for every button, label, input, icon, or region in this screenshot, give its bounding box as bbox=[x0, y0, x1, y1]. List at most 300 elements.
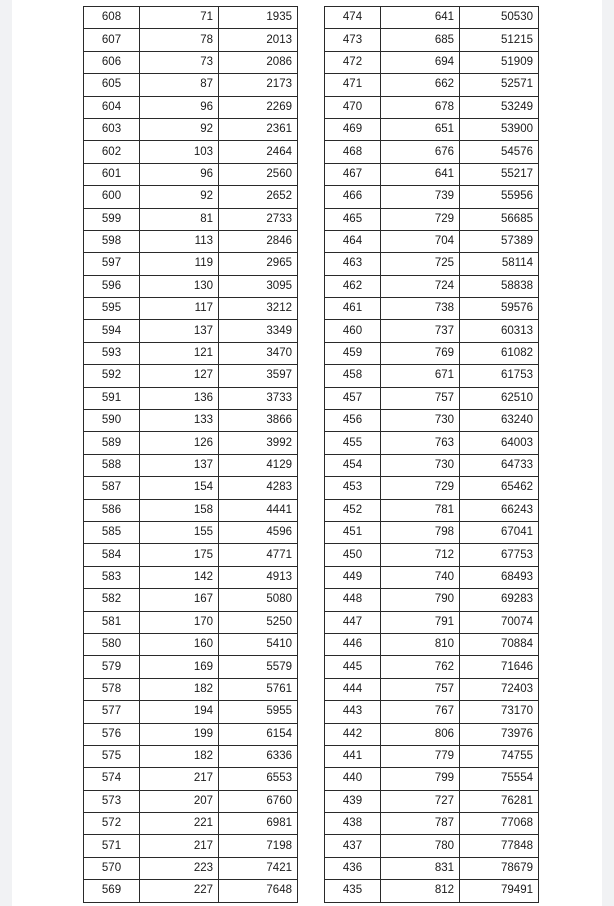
count-cell: 757 bbox=[381, 387, 460, 409]
score-cell: 597 bbox=[84, 253, 140, 275]
count-cell: 182 bbox=[140, 745, 219, 767]
count-cell: 806 bbox=[381, 723, 460, 745]
count-cell: 130 bbox=[140, 275, 219, 297]
count-cell: 739 bbox=[381, 186, 460, 208]
table-row bbox=[84, 96, 298, 118]
cumulative-cell: 62510 bbox=[460, 387, 539, 409]
count-cell: 137 bbox=[140, 320, 219, 342]
count-cell: 641 bbox=[381, 7, 460, 29]
count-cell: 194 bbox=[140, 701, 219, 723]
score-cell: 468 bbox=[325, 141, 381, 163]
score-cell: 449 bbox=[325, 566, 381, 588]
count-cell: 678 bbox=[381, 96, 460, 118]
table-row bbox=[84, 611, 298, 633]
cumulative-cell: 5579 bbox=[219, 656, 298, 678]
table-row bbox=[84, 298, 298, 320]
cumulative-cell: 3349 bbox=[219, 320, 298, 342]
count-cell: 155 bbox=[140, 521, 219, 543]
count-cell: 812 bbox=[381, 880, 460, 902]
count-cell: 160 bbox=[140, 633, 219, 655]
table-row bbox=[325, 410, 539, 432]
score-cell: 587 bbox=[84, 477, 140, 499]
cumulative-cell: 52571 bbox=[460, 74, 539, 96]
score-cell: 439 bbox=[325, 790, 381, 812]
score-cell: 600 bbox=[84, 186, 140, 208]
table-row bbox=[84, 790, 298, 812]
score-cell: 438 bbox=[325, 813, 381, 835]
table-row bbox=[84, 566, 298, 588]
table-row bbox=[84, 410, 298, 432]
score-cell: 451 bbox=[325, 521, 381, 543]
score-cell: 598 bbox=[84, 230, 140, 252]
count-cell: 136 bbox=[140, 387, 219, 409]
table-row bbox=[84, 275, 298, 297]
count-cell: 223 bbox=[140, 857, 219, 879]
table-row bbox=[325, 208, 539, 230]
table-row bbox=[325, 589, 539, 611]
count-cell: 170 bbox=[140, 611, 219, 633]
cumulative-cell: 5080 bbox=[219, 589, 298, 611]
score-cell: 582 bbox=[84, 589, 140, 611]
score-cell: 590 bbox=[84, 410, 140, 432]
score-cell: 580 bbox=[84, 633, 140, 655]
document-page bbox=[12, 0, 602, 906]
score-cell: 463 bbox=[325, 253, 381, 275]
count-cell: 651 bbox=[381, 118, 460, 140]
score-cell: 581 bbox=[84, 611, 140, 633]
table-row bbox=[325, 701, 539, 723]
cumulative-cell: 65462 bbox=[460, 477, 539, 499]
score-cell: 435 bbox=[325, 880, 381, 902]
cumulative-cell: 50530 bbox=[460, 7, 539, 29]
cumulative-cell: 73976 bbox=[460, 723, 539, 745]
table-row bbox=[84, 29, 298, 51]
score-cell: 464 bbox=[325, 230, 381, 252]
count-cell: 763 bbox=[381, 432, 460, 454]
score-cell: 473 bbox=[325, 29, 381, 51]
score-cell: 586 bbox=[84, 499, 140, 521]
score-cell: 593 bbox=[84, 342, 140, 364]
table-row bbox=[84, 678, 298, 700]
cumulative-cell: 71646 bbox=[460, 656, 539, 678]
score-cell: 458 bbox=[325, 365, 381, 387]
table-row bbox=[325, 521, 539, 543]
score-cell: 575 bbox=[84, 745, 140, 767]
count-cell: 685 bbox=[381, 29, 460, 51]
count-cell: 781 bbox=[381, 499, 460, 521]
table-row bbox=[325, 7, 539, 29]
cumulative-cell: 64003 bbox=[460, 432, 539, 454]
cumulative-cell: 3733 bbox=[219, 387, 298, 409]
score-cell: 437 bbox=[325, 835, 381, 857]
count-cell: 87 bbox=[140, 74, 219, 96]
table-row bbox=[325, 880, 539, 902]
table-row bbox=[84, 499, 298, 521]
cumulative-cell: 59576 bbox=[460, 298, 539, 320]
table-row bbox=[325, 342, 539, 364]
cumulative-cell: 6154 bbox=[219, 723, 298, 745]
count-cell: 810 bbox=[381, 633, 460, 655]
count-cell: 133 bbox=[140, 410, 219, 432]
count-cell: 704 bbox=[381, 230, 460, 252]
table-row bbox=[84, 7, 298, 29]
cumulative-cell: 4771 bbox=[219, 544, 298, 566]
score-cell: 448 bbox=[325, 589, 381, 611]
score-cell: 455 bbox=[325, 432, 381, 454]
count-cell: 78 bbox=[140, 29, 219, 51]
score-cell: 472 bbox=[325, 51, 381, 73]
cumulative-cell: 68493 bbox=[460, 566, 539, 588]
cumulative-cell: 67041 bbox=[460, 521, 539, 543]
count-cell: 767 bbox=[381, 701, 460, 723]
cumulative-cell: 67753 bbox=[460, 544, 539, 566]
count-cell: 221 bbox=[140, 813, 219, 835]
count-cell: 217 bbox=[140, 768, 219, 790]
cumulative-cell: 2733 bbox=[219, 208, 298, 230]
table-row bbox=[325, 432, 539, 454]
cumulative-cell: 58838 bbox=[460, 275, 539, 297]
cumulative-cell: 51215 bbox=[460, 29, 539, 51]
table-row bbox=[84, 477, 298, 499]
count-cell: 92 bbox=[140, 118, 219, 140]
count-cell: 740 bbox=[381, 566, 460, 588]
count-cell: 671 bbox=[381, 365, 460, 387]
cumulative-cell: 66243 bbox=[460, 499, 539, 521]
cumulative-cell: 73170 bbox=[460, 701, 539, 723]
score-cell: 450 bbox=[325, 544, 381, 566]
cumulative-cell: 75554 bbox=[460, 768, 539, 790]
table-row bbox=[84, 768, 298, 790]
count-cell: 169 bbox=[140, 656, 219, 678]
cumulative-cell: 3866 bbox=[219, 410, 298, 432]
table-row bbox=[84, 320, 298, 342]
table-row bbox=[84, 118, 298, 140]
count-cell: 694 bbox=[381, 51, 460, 73]
table-row bbox=[325, 51, 539, 73]
cumulative-cell: 7198 bbox=[219, 835, 298, 857]
score-cell: 444 bbox=[325, 678, 381, 700]
score-cell: 459 bbox=[325, 342, 381, 364]
cumulative-cell: 57389 bbox=[460, 230, 539, 252]
count-cell: 73 bbox=[140, 51, 219, 73]
table-row bbox=[325, 118, 539, 140]
table-row bbox=[325, 74, 539, 96]
cumulative-cell: 2965 bbox=[219, 253, 298, 275]
cumulative-cell: 6981 bbox=[219, 813, 298, 835]
count-cell: 725 bbox=[381, 253, 460, 275]
cumulative-cell: 4913 bbox=[219, 566, 298, 588]
score-table-right bbox=[324, 6, 539, 903]
cumulative-cell: 2173 bbox=[219, 74, 298, 96]
score-cell: 465 bbox=[325, 208, 381, 230]
table-row bbox=[84, 51, 298, 73]
count-cell: 81 bbox=[140, 208, 219, 230]
table-row bbox=[84, 544, 298, 566]
count-cell: 787 bbox=[381, 813, 460, 835]
table-row bbox=[325, 678, 539, 700]
count-cell: 92 bbox=[140, 186, 219, 208]
score-cell: 579 bbox=[84, 656, 140, 678]
table-row bbox=[84, 656, 298, 678]
count-cell: 175 bbox=[140, 544, 219, 566]
count-cell: 727 bbox=[381, 790, 460, 812]
score-cell: 445 bbox=[325, 656, 381, 678]
cumulative-cell: 4129 bbox=[219, 454, 298, 476]
count-cell: 103 bbox=[140, 141, 219, 163]
table-row bbox=[84, 521, 298, 543]
cumulative-cell: 2464 bbox=[219, 141, 298, 163]
cumulative-cell: 5955 bbox=[219, 701, 298, 723]
table-row bbox=[325, 186, 539, 208]
count-cell: 167 bbox=[140, 589, 219, 611]
score-cell: 574 bbox=[84, 768, 140, 790]
score-cell: 471 bbox=[325, 74, 381, 96]
table-row bbox=[84, 857, 298, 879]
score-cell: 576 bbox=[84, 723, 140, 745]
cumulative-cell: 63240 bbox=[460, 410, 539, 432]
cumulative-cell: 5410 bbox=[219, 633, 298, 655]
score-cell: 605 bbox=[84, 74, 140, 96]
cumulative-cell: 77068 bbox=[460, 813, 539, 835]
score-cell: 602 bbox=[84, 141, 140, 163]
count-cell: 227 bbox=[140, 880, 219, 902]
table-row bbox=[84, 835, 298, 857]
score-cell: 584 bbox=[84, 544, 140, 566]
table-row bbox=[84, 633, 298, 655]
count-cell: 199 bbox=[140, 723, 219, 745]
count-cell: 779 bbox=[381, 745, 460, 767]
cumulative-cell: 3597 bbox=[219, 365, 298, 387]
score-cell: 440 bbox=[325, 768, 381, 790]
table-row bbox=[325, 566, 539, 588]
table-row bbox=[325, 813, 539, 835]
score-cell: 595 bbox=[84, 298, 140, 320]
cumulative-cell: 2560 bbox=[219, 163, 298, 185]
score-cell: 608 bbox=[84, 7, 140, 29]
cumulative-cell: 7648 bbox=[219, 880, 298, 902]
cumulative-cell: 72403 bbox=[460, 678, 539, 700]
count-cell: 71 bbox=[140, 7, 219, 29]
score-cell: 436 bbox=[325, 857, 381, 879]
score-cell: 447 bbox=[325, 611, 381, 633]
score-cell: 442 bbox=[325, 723, 381, 745]
score-cell: 578 bbox=[84, 678, 140, 700]
cumulative-cell: 2846 bbox=[219, 230, 298, 252]
count-cell: 182 bbox=[140, 678, 219, 700]
cumulative-cell: 53900 bbox=[460, 118, 539, 140]
count-cell: 217 bbox=[140, 835, 219, 857]
count-cell: 798 bbox=[381, 521, 460, 543]
cumulative-cell: 7421 bbox=[219, 857, 298, 879]
score-cell: 592 bbox=[84, 365, 140, 387]
count-cell: 790 bbox=[381, 589, 460, 611]
count-cell: 737 bbox=[381, 320, 460, 342]
count-cell: 757 bbox=[381, 678, 460, 700]
score-cell: 589 bbox=[84, 432, 140, 454]
count-cell: 113 bbox=[140, 230, 219, 252]
cumulative-cell: 5250 bbox=[219, 611, 298, 633]
count-cell: 799 bbox=[381, 768, 460, 790]
table-row bbox=[84, 208, 298, 230]
cumulative-cell: 4283 bbox=[219, 477, 298, 499]
cumulative-cell: 70884 bbox=[460, 633, 539, 655]
table-row bbox=[84, 186, 298, 208]
table-row bbox=[325, 298, 539, 320]
score-cell: 603 bbox=[84, 118, 140, 140]
cumulative-cell: 70074 bbox=[460, 611, 539, 633]
score-cell: 573 bbox=[84, 790, 140, 812]
score-cell: 599 bbox=[84, 208, 140, 230]
table-row bbox=[84, 230, 298, 252]
cumulative-cell: 60313 bbox=[460, 320, 539, 342]
table-row bbox=[325, 454, 539, 476]
table-row bbox=[84, 253, 298, 275]
count-cell: 769 bbox=[381, 342, 460, 364]
table-row bbox=[84, 589, 298, 611]
cumulative-cell: 3992 bbox=[219, 432, 298, 454]
cumulative-cell: 61753 bbox=[460, 365, 539, 387]
count-cell: 641 bbox=[381, 163, 460, 185]
table-row bbox=[84, 432, 298, 454]
cumulative-cell: 77848 bbox=[460, 835, 539, 857]
cumulative-cell: 6760 bbox=[219, 790, 298, 812]
cumulative-cell: 53249 bbox=[460, 96, 539, 118]
table-row bbox=[84, 141, 298, 163]
score-cell: 572 bbox=[84, 813, 140, 835]
cumulative-cell: 54576 bbox=[460, 141, 539, 163]
cumulative-cell: 5761 bbox=[219, 678, 298, 700]
table-row bbox=[325, 253, 539, 275]
table-row bbox=[84, 454, 298, 476]
count-cell: 119 bbox=[140, 253, 219, 275]
count-cell: 121 bbox=[140, 342, 219, 364]
count-cell: 127 bbox=[140, 365, 219, 387]
table-row bbox=[325, 365, 539, 387]
cumulative-cell: 79491 bbox=[460, 880, 539, 902]
table-row bbox=[84, 163, 298, 185]
table-row bbox=[325, 320, 539, 342]
table-row bbox=[325, 723, 539, 745]
count-cell: 96 bbox=[140, 163, 219, 185]
cumulative-cell: 55217 bbox=[460, 163, 539, 185]
score-cell: 596 bbox=[84, 275, 140, 297]
table-row bbox=[84, 723, 298, 745]
count-cell: 126 bbox=[140, 432, 219, 454]
table-row bbox=[325, 163, 539, 185]
score-cell: 474 bbox=[325, 7, 381, 29]
score-cell: 591 bbox=[84, 387, 140, 409]
count-cell: 117 bbox=[140, 298, 219, 320]
cumulative-cell: 55956 bbox=[460, 186, 539, 208]
score-cell: 570 bbox=[84, 857, 140, 879]
count-cell: 791 bbox=[381, 611, 460, 633]
score-table-left bbox=[83, 6, 298, 903]
cumulative-cell: 51909 bbox=[460, 51, 539, 73]
count-cell: 96 bbox=[140, 96, 219, 118]
score-table-right-body bbox=[325, 7, 539, 903]
count-cell: 730 bbox=[381, 454, 460, 476]
table-row bbox=[325, 477, 539, 499]
table-row bbox=[84, 701, 298, 723]
score-cell: 466 bbox=[325, 186, 381, 208]
count-cell: 738 bbox=[381, 298, 460, 320]
score-cell: 571 bbox=[84, 835, 140, 857]
cumulative-cell: 2269 bbox=[219, 96, 298, 118]
cumulative-cell: 4596 bbox=[219, 521, 298, 543]
count-cell: 780 bbox=[381, 835, 460, 857]
score-cell: 606 bbox=[84, 51, 140, 73]
count-cell: 207 bbox=[140, 790, 219, 812]
cumulative-cell: 78679 bbox=[460, 857, 539, 879]
score-cell: 585 bbox=[84, 521, 140, 543]
score-cell: 452 bbox=[325, 499, 381, 521]
cumulative-cell: 3212 bbox=[219, 298, 298, 320]
cumulative-cell: 4441 bbox=[219, 499, 298, 521]
table-row bbox=[325, 611, 539, 633]
table-row bbox=[325, 275, 539, 297]
table-row bbox=[84, 880, 298, 902]
score-cell: 588 bbox=[84, 454, 140, 476]
score-cell: 460 bbox=[325, 320, 381, 342]
score-cell: 461 bbox=[325, 298, 381, 320]
score-cell: 462 bbox=[325, 275, 381, 297]
cumulative-cell: 6553 bbox=[219, 768, 298, 790]
table-row bbox=[325, 230, 539, 252]
table-row bbox=[325, 656, 539, 678]
count-cell: 762 bbox=[381, 656, 460, 678]
score-cell: 583 bbox=[84, 566, 140, 588]
score-cell: 467 bbox=[325, 163, 381, 185]
count-cell: 158 bbox=[140, 499, 219, 521]
count-cell: 729 bbox=[381, 208, 460, 230]
cumulative-cell: 2652 bbox=[219, 186, 298, 208]
count-cell: 724 bbox=[381, 275, 460, 297]
cumulative-cell: 58114 bbox=[460, 253, 539, 275]
score-cell: 456 bbox=[325, 410, 381, 432]
score-table-left-body bbox=[84, 7, 298, 903]
cumulative-cell: 3095 bbox=[219, 275, 298, 297]
count-cell: 142 bbox=[140, 566, 219, 588]
score-cell: 469 bbox=[325, 118, 381, 140]
count-cell: 831 bbox=[381, 857, 460, 879]
score-cell: 569 bbox=[84, 880, 140, 902]
cumulative-cell: 69283 bbox=[460, 589, 539, 611]
table-row bbox=[325, 633, 539, 655]
table-row bbox=[84, 342, 298, 364]
cumulative-cell: 64733 bbox=[460, 454, 539, 476]
cumulative-cell: 2361 bbox=[219, 118, 298, 140]
count-cell: 676 bbox=[381, 141, 460, 163]
count-cell: 729 bbox=[381, 477, 460, 499]
cumulative-cell: 6336 bbox=[219, 745, 298, 767]
cumulative-cell: 74755 bbox=[460, 745, 539, 767]
count-cell: 712 bbox=[381, 544, 460, 566]
table-row bbox=[325, 790, 539, 812]
table-row bbox=[325, 768, 539, 790]
cumulative-cell: 3470 bbox=[219, 342, 298, 364]
table-row bbox=[325, 29, 539, 51]
table-row bbox=[325, 544, 539, 566]
score-cell: 604 bbox=[84, 96, 140, 118]
score-cell: 607 bbox=[84, 29, 140, 51]
table-row bbox=[84, 745, 298, 767]
table-row bbox=[84, 813, 298, 835]
cumulative-cell: 1935 bbox=[219, 7, 298, 29]
score-cell: 577 bbox=[84, 701, 140, 723]
cumulative-cell: 2013 bbox=[219, 29, 298, 51]
table-row bbox=[325, 857, 539, 879]
table-row bbox=[84, 74, 298, 96]
